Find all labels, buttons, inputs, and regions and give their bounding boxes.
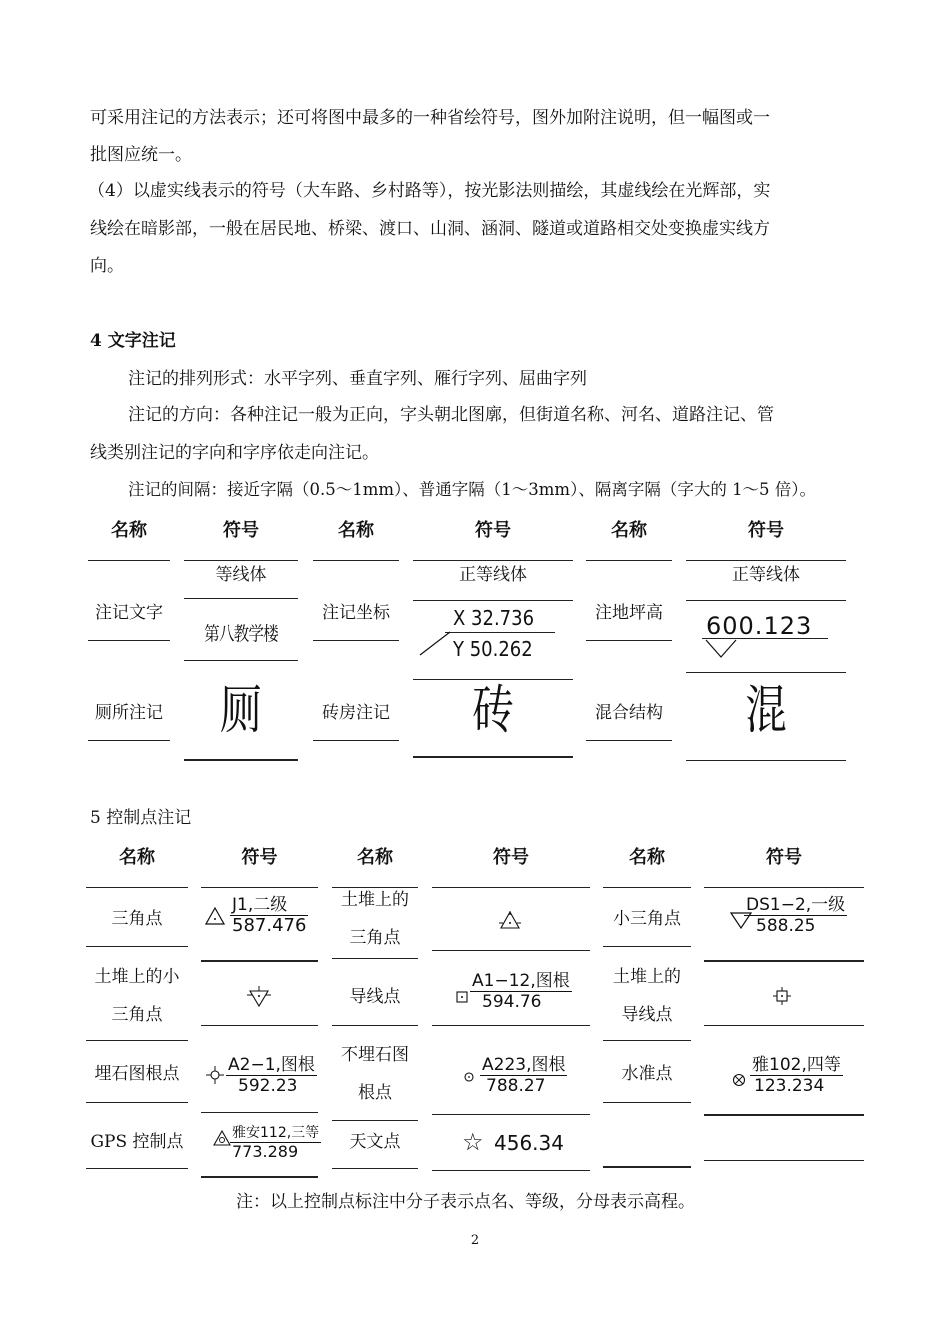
t5-fraction-traverse: [470, 971, 572, 1012]
mound-square-icon: [773, 987, 791, 1005]
rule: [332, 1025, 418, 1026]
rule: [332, 1168, 418, 1169]
mound-inverted-triangle-icon: [247, 986, 271, 1008]
rule: [432, 887, 590, 888]
rule: [603, 1040, 691, 1041]
fraction-numerator: A2−1,图根: [228, 1055, 315, 1075]
fraction-denominator: 587.476: [232, 915, 307, 936]
fraction-numerator: A1−12,图根: [472, 971, 570, 991]
rule: [184, 660, 298, 661]
t5-astronomic-elevation: 456.34: [494, 1131, 564, 1155]
intro-line-5: 向。: [90, 256, 124, 276]
rule: [184, 759, 298, 761]
t5-name-gps-point: GPS 控制点: [90, 1132, 184, 1152]
rule: [201, 1112, 318, 1113]
rule: [432, 950, 590, 951]
intro-line-2: 批图应统一。: [90, 145, 192, 165]
mound-triangle-icon: [499, 911, 521, 931]
t4-header-symbol-2: 符号: [475, 520, 511, 541]
star-icon: ☆: [462, 1128, 484, 1156]
square-point-icon: [456, 991, 468, 1003]
t4-header-name-3: 名称: [611, 520, 647, 541]
t4-name-floor-elevation: 注地坪高: [595, 603, 663, 623]
t5-name-mound-triangulation-b: 三角点: [349, 928, 401, 948]
rule: [313, 640, 399, 641]
t5-name-minor-triangulation: 小三角点: [613, 909, 681, 929]
intro-line-4: 线绘在暗影部，一般在居民地、桥梁、渡口、山洞、涵洞、隧道或道路相交处变换虚实线方: [90, 219, 770, 239]
t5-header-symbol-2: 符号: [493, 847, 529, 868]
rule: [432, 1025, 590, 1026]
t4-header-name-2: 名称: [338, 520, 374, 541]
fraction-denominator: 123.234: [754, 1076, 825, 1096]
t5-fraction-minor-triangulation: [744, 895, 847, 936]
rule: [413, 756, 573, 758]
rule: [432, 1170, 590, 1171]
t5-name-unburied-b: 根点: [358, 1083, 392, 1103]
rule: [586, 640, 672, 641]
fraction-denominator: 594.76: [482, 992, 542, 1012]
t4-floor-elevation-value: 600.123: [706, 612, 813, 640]
fraction-denominator: 773.289: [232, 1142, 299, 1161]
t4-font-label-3: 正等线体: [732, 565, 800, 585]
gps-triangle-icon: [213, 1130, 231, 1146]
rule: [86, 1040, 188, 1041]
t4-name-coordinate: 注记坐标: [322, 603, 390, 623]
control-point-note: 注：以上控制点标注中分子表示点名、等级，分母表示高程。: [236, 1192, 695, 1212]
t5-name-mound-triangulation-a: 土堆上的: [341, 890, 409, 910]
triangle-point-icon: [205, 907, 225, 925]
t4-symbol-brick: 砖: [472, 681, 514, 741]
t4-symbol-toilet: 厕: [220, 681, 262, 741]
t5-fraction-leveling: [750, 1055, 843, 1096]
rule: [432, 1114, 590, 1115]
t4-coordinate-x: X 32.736: [453, 606, 535, 630]
rule: [332, 1120, 418, 1121]
rule: [88, 740, 170, 741]
section-4-paragraph-1: 注记的排列形式：水平字列、垂直字列、雁行字列、屈曲字列: [128, 369, 587, 389]
fraction-numerator: J1,二级: [230, 895, 308, 916]
t4-header-symbol-3: 符号: [748, 520, 784, 541]
t5-header-symbol-1: 符号: [241, 847, 278, 868]
fraction-numerator: DS1−2,一级: [746, 895, 846, 915]
t5-fraction-unburied: [480, 1055, 567, 1096]
intro-line-1: 可采用注记的方法表示；还可将图中最多的一种省绘符号，图外加附注说明，但一幅图或一: [90, 108, 770, 128]
intro-line-3: （4）以虚实线表示的符号（大车路、乡村路等），按光影法则描绘，其虚线绘在光辉部，实: [88, 181, 771, 201]
t5-header-name-2: 名称: [357, 847, 393, 868]
t4-name-toilet: 厕所注记: [95, 703, 163, 723]
section-4-paragraph-3: 注记的间隔：接近字隔（0.5～1mm）、普通字隔（1～3mm）、隔离字隔（字大的 1～5 倍）。: [128, 480, 817, 499]
t5-name-buried-stone-point: 埋石图根点: [94, 1064, 180, 1084]
t5-name-mound-minor-a: 土堆上的小: [94, 967, 180, 987]
t5-name-traverse-point: 导线点: [349, 987, 401, 1007]
rule: [686, 672, 846, 673]
rule: [704, 1160, 864, 1161]
rule: [686, 600, 846, 601]
leader-line-icon: [418, 628, 458, 658]
rule: [686, 760, 846, 761]
section-4-paragraph-2a: 注记的方向：各种注记一般为正向，字头朝北图廓，但街道名称、河名、道路注记、管: [128, 405, 774, 425]
rule: [603, 946, 691, 947]
rule: [603, 887, 691, 888]
rule: [603, 1166, 691, 1168]
rule: [704, 1025, 864, 1026]
t5-fraction-buried-stone: [226, 1055, 317, 1096]
rule: [332, 958, 418, 959]
t5-name-triangulation-point: 三角点: [111, 909, 163, 929]
elevation-triangle-icon: [705, 639, 739, 659]
rule: [88, 640, 170, 641]
t5-name-mound-traverse-b: 导线点: [621, 1005, 673, 1025]
rule: [704, 1114, 864, 1116]
rule: [88, 560, 170, 561]
rule: [184, 598, 298, 599]
leveling-point-icon: [732, 1073, 746, 1087]
t5-fraction-gps: [230, 1124, 321, 1161]
t5-name-unburied-a: 不埋石图: [341, 1045, 409, 1065]
rule: [704, 960, 864, 962]
rule: [413, 600, 573, 601]
rule: [586, 740, 672, 741]
t5-header-name-1: 名称: [119, 847, 155, 868]
rule: [704, 887, 864, 888]
t4-symbol-annotation-text: 第八教学楼: [204, 623, 278, 645]
fraction-denominator: 588.25: [756, 916, 816, 936]
rule: [603, 1102, 691, 1103]
rule: [86, 1168, 188, 1169]
rule: [86, 1102, 188, 1103]
rule: [201, 887, 318, 888]
t5-name-leveling-point: 水准点: [621, 1064, 673, 1084]
t5-header-name-3: 名称: [629, 847, 665, 868]
fraction-denominator: 592.23: [238, 1076, 298, 1096]
t4-header-name-1: 名称: [111, 520, 147, 541]
section-4-paragraph-2b: 线类别注记的字向和字序依走向注记。: [90, 443, 379, 463]
section-5-heading: 5 控制点注记: [90, 808, 192, 828]
rule: [313, 740, 399, 741]
rule: [201, 960, 318, 962]
t5-name-mound-minor-b: 三角点: [111, 1005, 163, 1025]
fraction-numerator: A223,图根: [482, 1055, 566, 1075]
t5-header-symbol-3: 符号: [766, 847, 802, 868]
t4-name-brick: 砖房注记: [322, 703, 390, 723]
rule: [586, 560, 672, 561]
rule: [201, 1176, 318, 1178]
coordinate-fraction-line: [445, 632, 555, 633]
buried-stone-icon: [206, 1066, 224, 1084]
t4-name-mixed-structure: 混合结构: [595, 703, 663, 723]
t5-name-astronomic-point: 天文点: [349, 1132, 401, 1152]
t5-name-mound-traverse-a: 土堆上的: [613, 967, 681, 987]
t4-font-label-2: 正等线体: [459, 565, 527, 585]
rule: [313, 560, 399, 561]
fraction-numerator: 雅102,四等: [752, 1055, 841, 1075]
rule: [86, 946, 188, 947]
t4-name-annotation-text: 注记文字: [95, 603, 163, 623]
fraction-denominator: 788.27: [486, 1076, 546, 1096]
t5-fraction-triangulation: [230, 895, 308, 936]
t4-coordinate-y: Y 50.262: [453, 637, 533, 661]
t4-header-symbol-1: 符号: [223, 520, 259, 541]
rule: [201, 1025, 318, 1026]
section-4-heading: 4 文字注记: [90, 331, 176, 351]
t4-font-label-1: 等线体: [215, 565, 267, 585]
circle-point-icon: [463, 1071, 475, 1083]
fraction-numerator: 雅安112,三等: [232, 1125, 320, 1141]
t4-symbol-mixed-structure: 混: [745, 681, 787, 741]
rule: [86, 887, 188, 888]
page-number: 2: [470, 1233, 480, 1248]
